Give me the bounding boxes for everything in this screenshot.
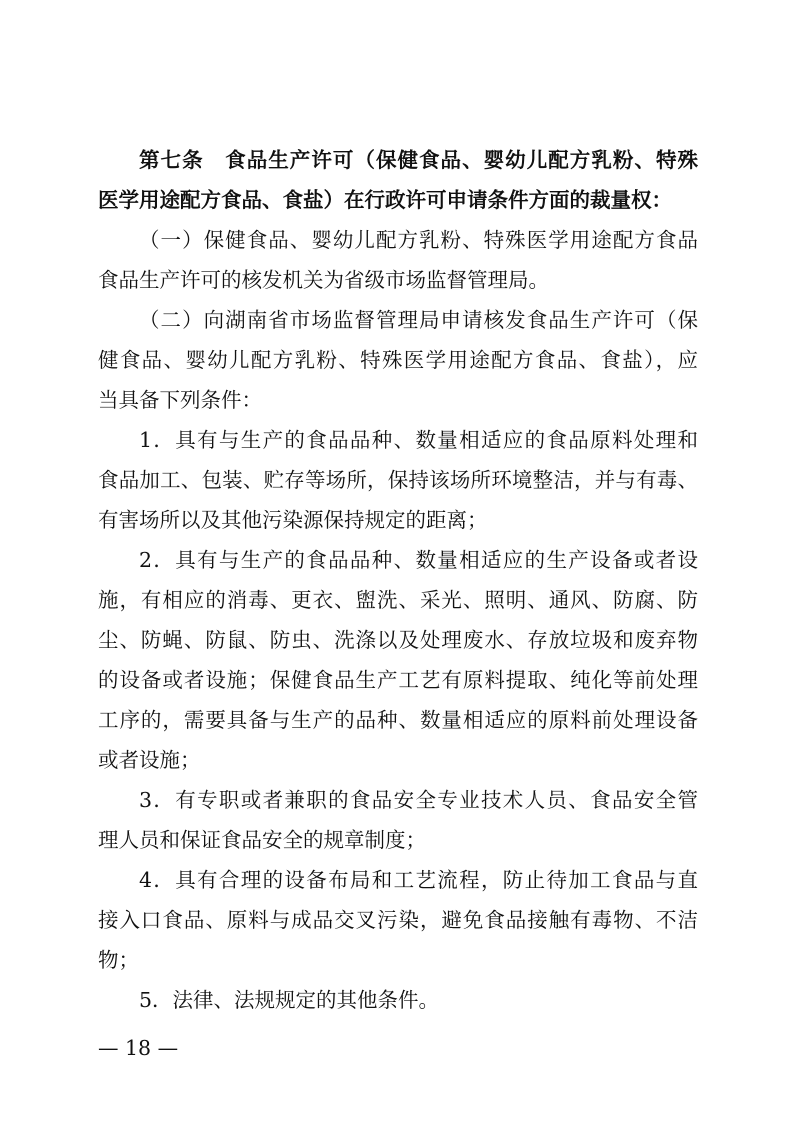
page-number: — 18 — — [98, 1036, 179, 1060]
item-4-line-2: 接入口食品、原料与成品交叉污染，避免食品接触有毒物、不洁 — [98, 908, 698, 932]
item-3-line-2: 理人员和保证食品安全的规章制度； — [98, 828, 426, 852]
item-5-line-1: 5．法律、法规规定的其他条件。 — [139, 988, 440, 1012]
item-4-line-1: 4．具有合理的设备布局和工艺流程，防止待加工食品与直 — [139, 868, 698, 892]
item-1-line-3: 有害场所以及其他污染源保持规定的距离； — [98, 508, 488, 532]
item-2-line-3: 尘、防蝇、防鼠、防虫、洗涤以及处理废水、存放垃圾和废弃物 — [98, 628, 698, 652]
item-3-line-1: 3．有专职或者兼职的食品安全专业技术人员、食品安全管 — [139, 788, 698, 812]
item-2-line-1: 2．具有与生产的食品品种、数量相适应的生产设备或者设 — [139, 548, 698, 572]
paragraph-2-line-3: 当具备下列条件： — [98, 388, 262, 412]
item-2-line-6: 或者设施； — [98, 748, 201, 772]
item-4-line-3: 物； — [98, 948, 139, 972]
item-2-line-4: 的设备或者设施；保健食品生产工艺有原料提取、纯化等前处理 — [98, 668, 698, 692]
item-1-line-1: 1．具有与生产的食品品种、数量相适应的食品原料处理和 — [139, 428, 698, 452]
paragraph-2-line-2: 健食品、婴幼儿配方乳粉、特殊医学用途配方食品、食盐），应 — [98, 348, 698, 372]
paragraph-1-line-1: （一）保健食品、婴幼儿配方乳粉、特殊医学用途配方食品 — [139, 228, 698, 252]
article-title-line-1: 第七条 食品生产许可（保健食品、婴幼儿配方乳粉、特殊 — [139, 148, 698, 172]
item-1-line-2: 食品加工、包装、贮存等场所，保持该场所环境整洁，并与有毒、 — [98, 468, 698, 492]
paragraph-1-line-2: 食品生产许可的核发机关为省级市场监督管理局。 — [98, 268, 549, 292]
article-title-line-2: 医学用途配方食品、食盐）在行政许可申请条件方面的裁量权： — [98, 188, 672, 212]
paragraph-2-line-1: （二）向湖南省市场监督管理局申请核发食品生产许可（保 — [139, 308, 698, 332]
item-2-line-2: 施，有相应的消毒、更衣、盥洗、采光、照明、通风、防腐、防 — [98, 588, 698, 612]
item-2-line-5: 工序的，需要具备与生产的品种、数量相适应的原料前处理设备 — [98, 708, 698, 732]
